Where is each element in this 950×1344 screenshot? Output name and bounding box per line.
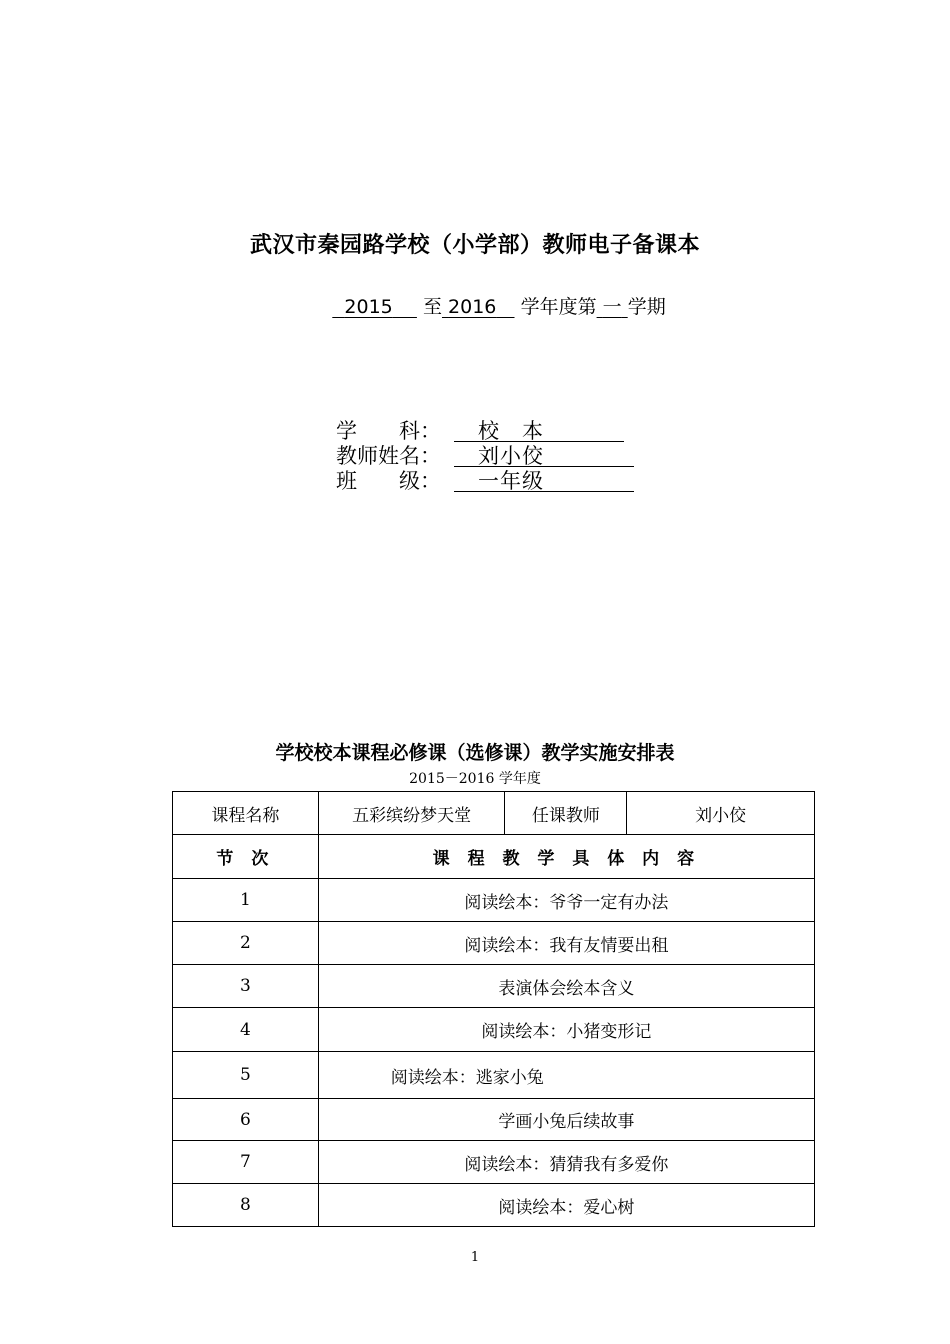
table-row [173,1052,815,1099]
teacher-name-label: 教师姓名： [336,444,441,468]
course-name-value: 五彩缤纷梦天堂 [318,792,505,835]
subject-label: 学 科： [336,419,441,443]
subject-value: 校 本 [454,418,624,442]
term-number: 一 [602,296,622,318]
schedule-table [172,791,815,1227]
session-number: 3 [173,965,319,1008]
session-number: 6 [173,1099,319,1141]
session-number: 1 [173,879,319,922]
term-line [0,292,950,319]
session-content: 阅读绘本：小猪变形记 [318,1008,814,1052]
teacher-name-value: 刘小佼 [454,443,634,467]
table-row [173,965,815,1008]
page-number: 1 [470,1250,480,1265]
header-row [173,835,815,879]
info-row-teacher [336,443,634,469]
table-row [173,1141,815,1184]
session-content: 阅读绘本：逃家小兔 [318,1052,814,1099]
to-label: 至 [422,296,442,318]
table-row [173,922,815,965]
document-title: 武汉市秦园路学校（小学部）教师电子备课本 [249,233,700,258]
session-number: 5 [173,1052,319,1099]
content-header: 课 程 教 学 具 体 内 容 [318,835,814,879]
class-label: 班 级： [336,469,441,493]
school-year-label: 学年度第 [520,296,597,318]
start-year: 2015 [344,296,393,318]
session-content: 阅读绘本：爱心树 [318,1184,814,1227]
teacher-value: 刘小佼 [627,792,815,835]
session-number: 2 [173,922,319,965]
table-row [173,1099,815,1141]
schedule-title: 学校校本课程必修课（选修课）教学实施安排表 [275,742,675,764]
session-content: 阅读绘本：猜猜我有多爱你 [318,1141,814,1184]
term-label: 学期 [627,296,666,318]
session-content: 学画小兔后续故事 [318,1099,814,1141]
table-row [173,1008,815,1052]
session-header: 节 次 [173,835,319,879]
table-row [173,1184,815,1227]
session-content: 阅读绘本：我有友情要出租 [318,922,814,965]
session-content: 阅读绘本：爷爷一定有办法 [318,879,814,922]
class-value: 一年级 [454,468,634,492]
info-row-subject [336,418,624,444]
session-content: 表演体会绘本含义 [318,965,814,1008]
session-number: 4 [173,1008,319,1052]
course-name-label: 课程名称 [173,792,319,835]
end-year: 2016 [448,296,497,318]
session-number: 7 [173,1141,319,1184]
schedule-year: 2015－2016 学年度 [409,771,541,787]
info-row-class [336,468,634,494]
course-info-row [173,792,815,835]
session-number: 8 [173,1184,319,1227]
table-row [173,879,815,922]
teacher-label: 任课教师 [505,792,627,835]
